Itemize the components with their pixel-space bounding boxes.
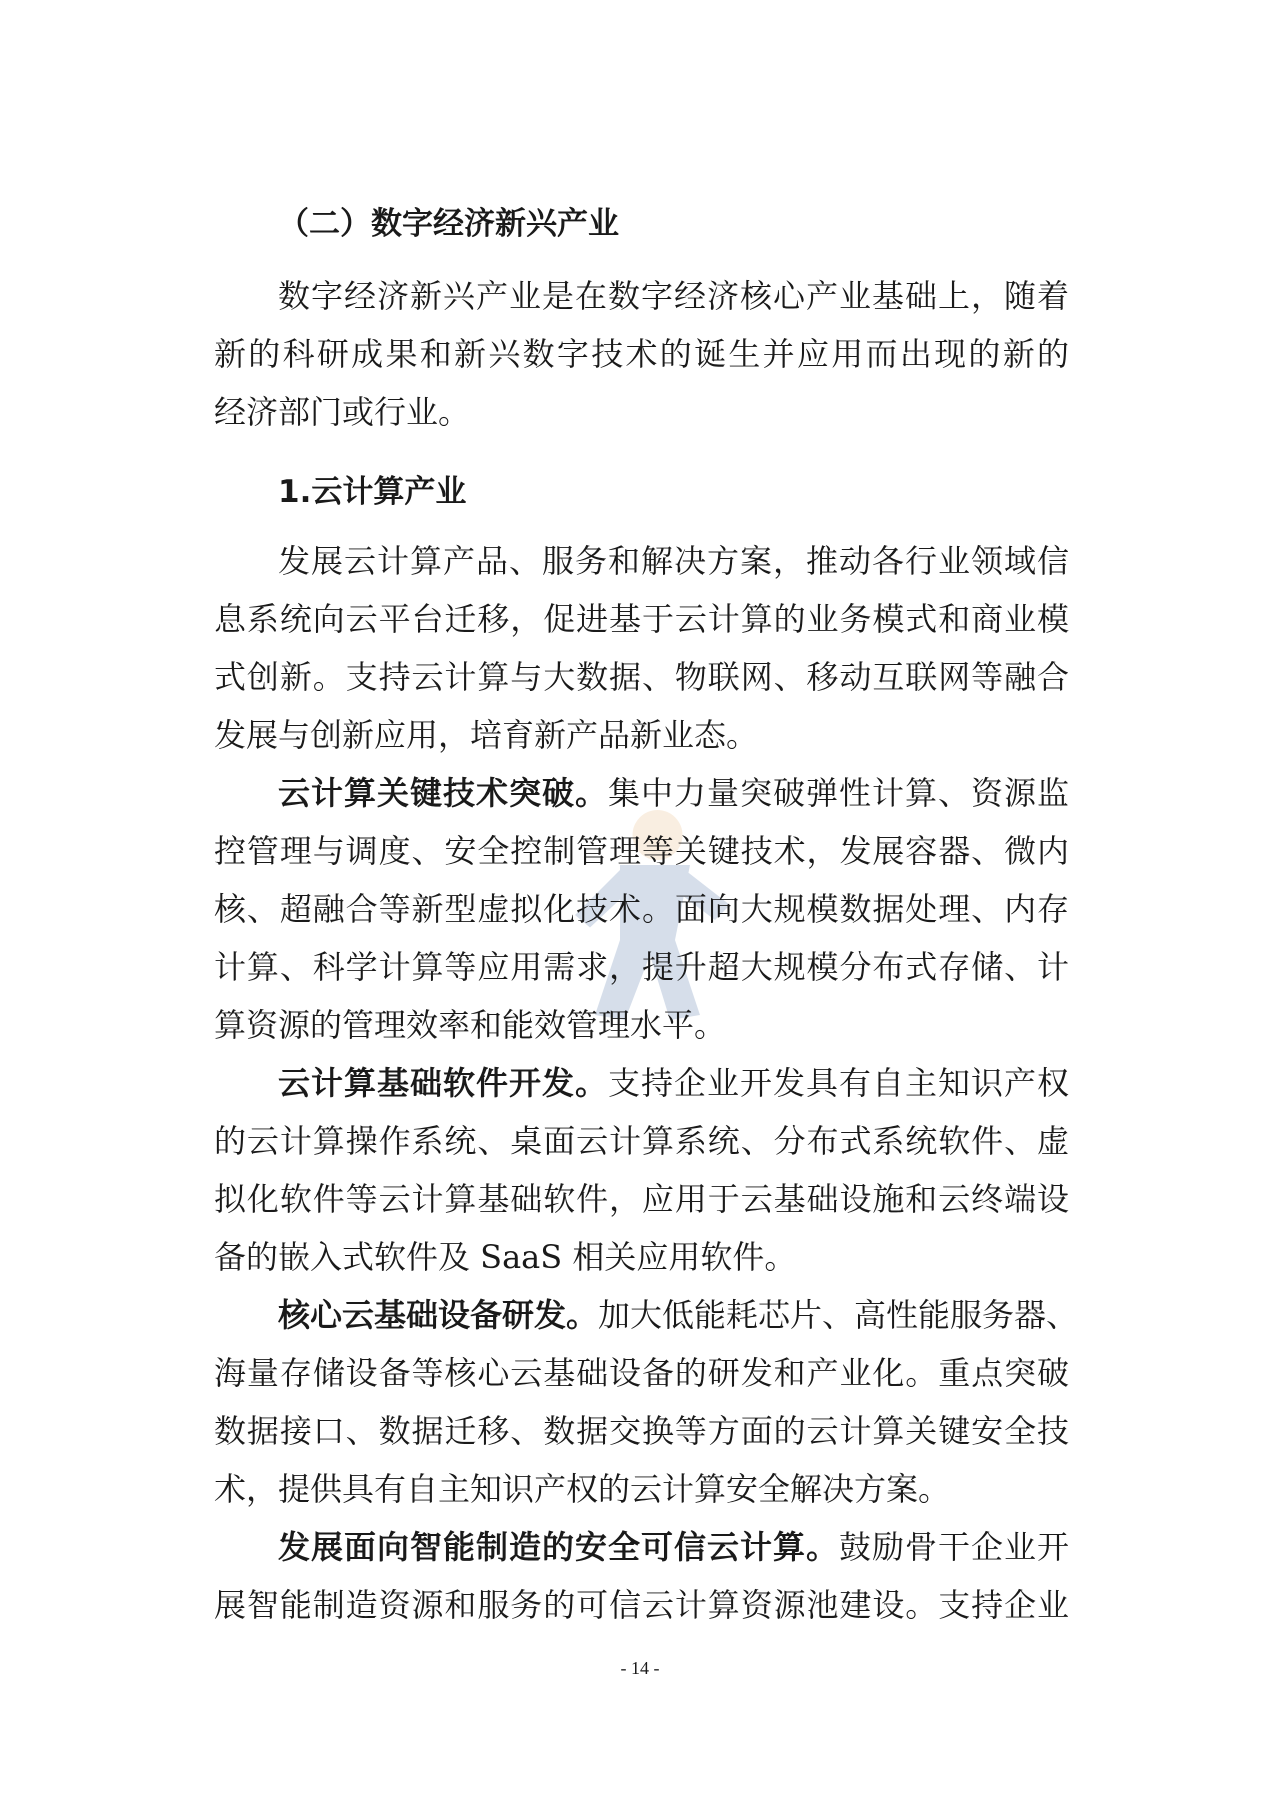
para4-line-1 — [214, 1295, 1079, 1335]
intro-line-2: 新的科研成果和新兴数字技术的诞生并应用而出现的新的 — [214, 335, 1069, 373]
para3-line-2: 的云计算操作系统、桌面云计算系统、分布式系统软件、虚 — [214, 1122, 1069, 1160]
para3-line-1-text: 支持企业开发具有自主知识产权 — [608, 1064, 1069, 1102]
page-number: - 14 - — [620, 1658, 660, 1678]
para2-lead: 云计算关键技术突破。 — [278, 774, 608, 812]
para5-lead: 发展面向智能制造的安全可信云计算。 — [278, 1528, 839, 1566]
para2-line-3: 核、超融合等新型虚拟化技术。面向大规模数据处理、内存 — [214, 890, 1069, 928]
para2-line-2: 控管理与调度、安全控制管理等关键技术，发展容器、微内 — [214, 832, 1069, 870]
para4-lead: 核心云基础设备研发。 — [278, 1296, 599, 1334]
para4-line-2: 海量存储设备等核心云基础设备的研发和产业化。重点突破 — [214, 1354, 1069, 1392]
para4-line-1-text: 加大低能耗芯片、高性能服务器、 — [598, 1296, 1079, 1334]
section-heading: （二）数字经济新兴产业 — [278, 206, 619, 242]
para3-line-3: 拟化软件等云计算基础软件，应用于云基础设施和云终端设 — [214, 1180, 1069, 1218]
para3-line-4: 备的嵌入式软件及 SaaS 相关应用软件。 — [214, 1238, 797, 1276]
para5-line-2: 展智能制造资源和服务的可信云计算资源池建设。支持企业 — [214, 1586, 1069, 1624]
para5-line-1-text: 鼓励骨干企业开 — [838, 1528, 1069, 1566]
subheading: 1.云计算产业 — [278, 474, 467, 510]
para1-line-1: 发展云计算产品、服务和解决方案，推动各行业领域信 — [278, 542, 1069, 580]
para2-line-5: 算资源的管理效率和能效管理水平。 — [214, 1006, 727, 1044]
para3-lead: 云计算基础软件开发。 — [278, 1064, 608, 1102]
intro-line-3: 经济部门或行业。 — [214, 393, 471, 431]
para2-line-1 — [214, 773, 1069, 813]
intro-line-1: 数字经济新兴产业是在数字经济核心产业基础上，随着 — [278, 277, 1069, 315]
para1-line-2: 息系统向云平台迁移，促进基于云计算的业务模式和商业模 — [214, 600, 1069, 638]
para5-line-1 — [214, 1527, 1069, 1567]
para3-line-1 — [214, 1063, 1069, 1103]
para4-line-3: 数据接口、数据迁移、数据交换等方面的云计算关键安全技 — [214, 1412, 1069, 1450]
para1-line-4: 发展与创新应用，培育新产品新业态。 — [214, 716, 759, 754]
para1-line-3: 式创新。支持云计算与大数据、物联网、移动互联网等融合 — [214, 658, 1069, 696]
para4-line-4: 术，提供具有自主知识产权的云计算安全解决方案。 — [214, 1470, 951, 1508]
para2-line-1-text: 集中力量突破弹性计算、资源监 — [608, 774, 1069, 812]
para2-line-4: 计算、科学计算等应用需求，提升超大规模分布式存储、计 — [214, 948, 1069, 986]
